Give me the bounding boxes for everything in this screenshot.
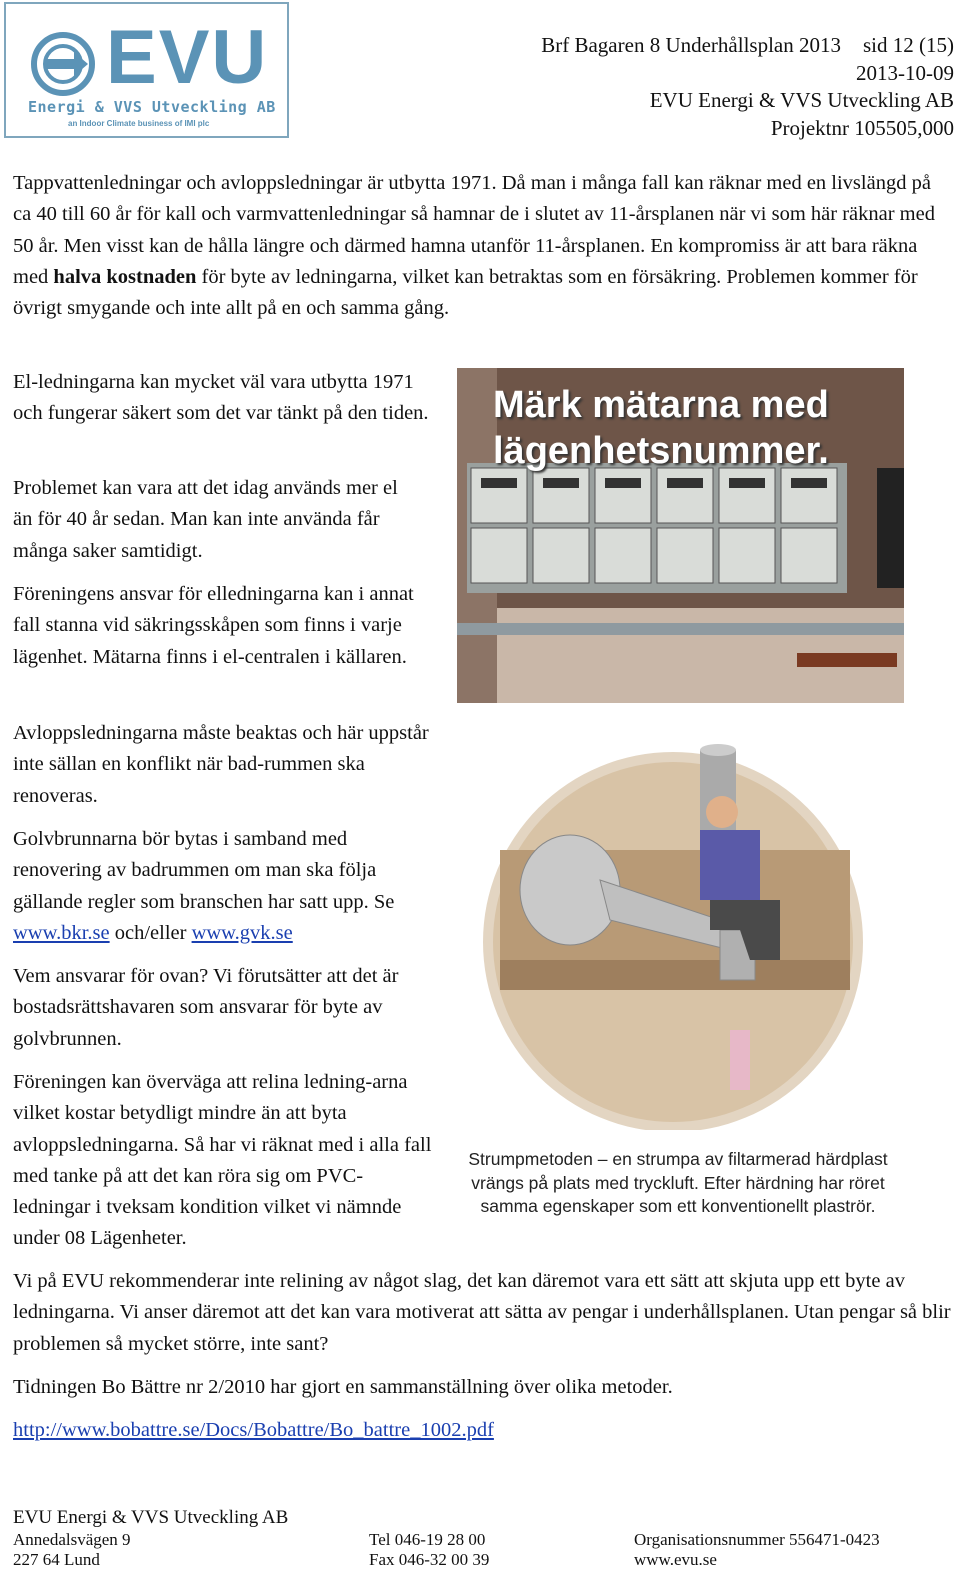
link-bobattre-pdf[interactable]: http://www.bobattre.se/Docs/Bobattre/Bo_battre_1002.pdf <box>13 1419 494 1441</box>
paragraph-bo-battre: Tidningen Bo Bättre nr 2/2010 har gjort en sammanställning över olika metoder. <box>13 1376 673 1398</box>
header-company: EVU Energi & VVS Utveckling AB <box>649 88 954 112</box>
footer-phone: Tel 046-19 28 00 <box>369 1530 486 1549</box>
illustration-caption: Strumpmetoden – en strumpa av filtarmerad härdplast vrängs på plats med tryckluft. Efter härdning har röret samma egenskaper som ett konventionellt plaströr. <box>468 1149 888 1216</box>
paragraph-link <box>13 1415 948 1446</box>
document-date: 2013-10-09 <box>856 60 954 85</box>
logo-tagline: an Indoor Climate business of IMI plc <box>68 119 210 128</box>
p1-text-b: för byte av ledningarna, vilket kan betraktas som en försäkring. Problemen kommer för övrigt smygande och inte allt på en och samma gång. <box>13 265 918 320</box>
company-logo <box>4 2 289 138</box>
relining-drawing <box>460 730 905 1130</box>
p6-text-a: Golvbrunnarna bör bytas i samband med renovering av badrummen om man ska följa gällande regler som branschen har satt upp. Se <box>13 828 395 913</box>
paragraph-association-responsibility: Föreningens ansvar för elledningarna kan i annat fall stanna vid säkringsskåpen som finns i varje lägenhet. Mätarna finns i el-centralen i källaren. <box>13 583 414 668</box>
footer-street: Annedalsvägen 9 <box>13 1530 131 1549</box>
paragraph-recommendation: Vi på EVU rekommenderar inte relining av något slag, det kan däremot vara ett sätt att skjuta upp ett byte av ledningarna. Vi anser däremot att det kan vara motiverat att sätta av pengar i underhållsplanen. Utan pengar så blir problemen så mycket större, inte sant? <box>13 1270 951 1355</box>
logo-wordmark: EVU <box>106 15 269 100</box>
paragraph-relining: Föreningen kan överväga att relina ledning-arna vilket kostar betydligt mindre än att byta avloppsledningarna. Så har vi räknat med i alla fall med tanke på att det kan röra sig om PVC-ledningar i tveksam kondition vilket vi nämnde under 08 Lägenheter. <box>13 1071 432 1250</box>
project-number: Projektnr 105505,000 <box>770 115 954 140</box>
paragraph-who-responsible: Vem ansvarar för ovan? Vi förutsätter att det är bostadsrättshavaren som ansvarar för byte av golvbrunnen. <box>13 965 399 1050</box>
meter-panel-photo <box>457 368 904 703</box>
paragraph-electricity-usage: Problemet kan vara att det idag används mer el än för 40 år sedan. Man kan inte använda får många saker samtidigt. <box>13 477 398 562</box>
p1-bold: halva kostnaden <box>53 265 197 288</box>
page-number: sid 12 (15) <box>863 33 954 57</box>
paragraph-water-pipes <box>13 168 948 324</box>
footer-org-number: Organisationsnummer 556471-0423 <box>634 1530 880 1549</box>
photo-overlay-title <box>493 382 829 474</box>
footer-fax: Fax 046-32 00 39 <box>369 1550 490 1569</box>
evu-logo-mark-icon <box>6 4 106 104</box>
paragraph-floor-drains <box>13 824 438 949</box>
photo-title-line1: Märk mätarna med <box>493 384 829 426</box>
paragraph-drain-pipes: Avloppsledningarna måste beaktas och här uppstår inte sällan en konflikt när bad-rummen ska renoveras. <box>13 722 429 807</box>
page-header <box>541 32 954 142</box>
p6-text-mid: och/eller <box>109 921 192 944</box>
footer-city: 227 64 Lund <box>13 1550 100 1569</box>
photo-title-line2: lägenhetsnummer. <box>493 430 829 472</box>
paragraph-electric-lines: El-ledningarna kan mycket väl vara utbytta 1971 och fungerar säkert som det var tänkt på den tiden. <box>13 371 429 425</box>
footer-website: www.evu.se <box>634 1550 717 1569</box>
link-gvk[interactable]: www.gvk.se <box>191 921 293 944</box>
logo-subtitle: Energi & VVS Utveckling AB <box>28 98 276 116</box>
document-title: Brf Bagaren 8 Underhållsplan 2013 <box>541 33 841 57</box>
footer-company: EVU Energi & VVS Utveckling AB <box>13 1507 289 1528</box>
p1-text-a: Tappvattenledningar och avloppsledningar är utbytta 1971. Då man i många fall kan räknar med en livslängd på ca 40 till 60 år för kall och varmvattenledningar så hamnar de i slutet av 11-årsplanen när vi som här räknar med 50 år. Men visst kan de hålla längre och därmed hamna utanför 11-årsplanen. En kompromiss är att bara räkna med <box>13 172 935 288</box>
link-bkr[interactable]: www.bkr.se <box>13 921 110 944</box>
